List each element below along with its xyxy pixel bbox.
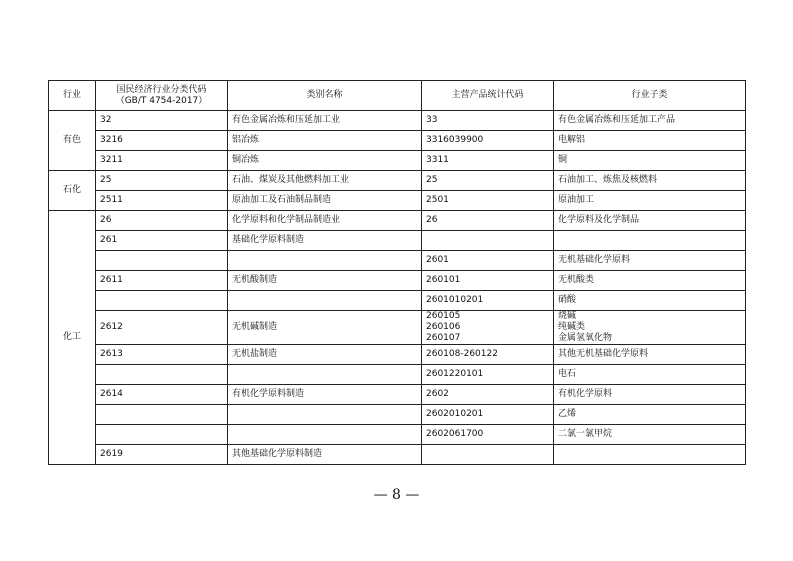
gb-code-cell [96, 425, 228, 445]
subcategory-cell: 无机基础化学原料 [554, 251, 746, 271]
table-row [49, 231, 746, 251]
table-row [49, 291, 746, 311]
industry-group-nonferrous: 有色 [49, 111, 96, 171]
table-row [49, 345, 746, 365]
product-code-line: 260107 [426, 333, 461, 343]
header-industry: 行业 [49, 81, 96, 111]
industry-group-chemical: 化工 [49, 211, 96, 465]
gb-code-cell [96, 405, 228, 425]
table-row [49, 445, 746, 465]
category-name-cell [228, 251, 422, 271]
category-name-cell: 石油、煤炭及其他燃料加工业 [228, 171, 422, 191]
category-name-cell: 有色金属冶炼和压延加工业 [228, 111, 422, 131]
product-code-cell: 3311 [422, 151, 554, 171]
subcategory-cell: 铜 [554, 151, 746, 171]
category-name-cell [228, 405, 422, 425]
gb-code-cell [96, 291, 228, 311]
page-number: — 8 — [373, 487, 420, 503]
product-code-cell: 26 [422, 211, 554, 231]
subcategory-cell: 化学原料及化学制品 [554, 211, 746, 231]
gb-code-cell: 26 [96, 211, 228, 231]
gb-code-cell: 3211 [96, 151, 228, 171]
category-name-cell: 无机盐制造 [228, 345, 422, 365]
subcategory-cell: 乙烯 [554, 405, 746, 425]
table-row [49, 425, 746, 445]
table-row [49, 131, 746, 151]
header-gb-code [96, 81, 228, 111]
subcategory-cell: 有色金属冶炼和压延加工产品 [554, 111, 746, 131]
subcategory-cell: 二氯一氯甲烷 [554, 425, 746, 445]
subcategory-cell: 有机化学原料 [554, 385, 746, 405]
subcategory-cell: 石油加工、炼焦及核燃料 [554, 171, 746, 191]
table-row [49, 211, 746, 231]
subcategory-cell [554, 445, 746, 465]
gb-code-cell: 2612 [96, 311, 228, 345]
gb-code-cell: 32 [96, 111, 228, 131]
category-name-cell: 基础化学原料制造 [228, 231, 422, 251]
gb-code-cell: 2511 [96, 191, 228, 211]
category-name-cell: 铝冶炼 [228, 131, 422, 151]
category-name-cell: 化学原料和化学制品制造业 [228, 211, 422, 231]
gb-code-cell: 2619 [96, 445, 228, 465]
product-code-cell: 2601010201 [422, 291, 554, 311]
subcategory-cell [554, 311, 746, 345]
table-row [49, 271, 746, 291]
product-code-cell: 2501 [422, 191, 554, 211]
subcategory-line: 金属氢氧化物 [558, 333, 613, 343]
subcategory-cell: 原油加工 [554, 191, 746, 211]
product-code-cell [422, 445, 554, 465]
gb-code-cell [96, 251, 228, 271]
header-gb-code-line2: （GB/T 4754-2017） [115, 95, 208, 106]
category-name-cell: 有机化学原料制造 [228, 385, 422, 405]
product-code-cell: 33 [422, 111, 554, 131]
category-name-cell: 其他基础化学原料制造 [228, 445, 422, 465]
product-code-cell [422, 231, 554, 251]
table-row [49, 405, 746, 425]
gb-code-cell: 261 [96, 231, 228, 251]
product-code-cell: 260108-260122 [422, 345, 554, 365]
header-category-name: 类别名称 [228, 81, 422, 111]
subcategory-cell [554, 231, 746, 251]
category-name-cell: 原油加工及石油制品制造 [228, 191, 422, 211]
table-row [49, 251, 746, 271]
product-code-cell: 2601 [422, 251, 554, 271]
subcategory-line: 纯碱类 [558, 322, 586, 332]
product-code-cell: 260101 [422, 271, 554, 291]
table-row [49, 385, 746, 405]
product-code-cell: 2602 [422, 385, 554, 405]
subcategory-cell: 无机酸类 [554, 271, 746, 291]
subcategory-cell: 硝酸 [554, 291, 746, 311]
category-name-cell [228, 365, 422, 385]
product-code-line: 260106 [426, 322, 461, 332]
product-code-cell: 25 [422, 171, 554, 191]
header-gb-code-line1: 国民经济行业分类代码 [116, 84, 207, 95]
gb-code-cell: 2614 [96, 385, 228, 405]
gb-code-cell [96, 365, 228, 385]
gb-code-cell: 2611 [96, 271, 228, 291]
industry-group-petrochemical: 石化 [49, 171, 96, 211]
industry-classification-table [48, 80, 746, 465]
product-code-line: 260105 [426, 311, 461, 321]
header-product-code: 主营产品统计代码 [422, 81, 554, 111]
subcategory-line: 烧碱 [558, 311, 577, 321]
category-name-cell [228, 425, 422, 445]
table-row [49, 111, 746, 131]
subcategory-cell: 其他无机基础化学原料 [554, 345, 746, 365]
category-name-cell: 无机酸制造 [228, 271, 422, 291]
product-code-cell: 2602061700 [422, 425, 554, 445]
table-row [49, 151, 746, 171]
category-name-cell [228, 291, 422, 311]
subcategory-cell: 电石 [554, 365, 746, 385]
table-row [49, 365, 746, 385]
header-subcategory: 行业子类 [554, 81, 746, 111]
product-code-cell [422, 311, 554, 345]
gb-code-cell: 25 [96, 171, 228, 191]
product-code-cell: 2602010201 [422, 405, 554, 425]
table-row [49, 171, 746, 191]
category-name-cell: 铜冶炼 [228, 151, 422, 171]
category-name-cell: 无机碱制造 [228, 311, 422, 345]
table-row [49, 191, 746, 211]
table-row [49, 311, 746, 345]
table-header-row [49, 81, 746, 111]
product-code-cell: 3316039900 [422, 131, 554, 151]
subcategory-cell: 电解铝 [554, 131, 746, 151]
gb-code-cell: 2613 [96, 345, 228, 365]
product-code-cell: 2601220101 [422, 365, 554, 385]
gb-code-cell: 3216 [96, 131, 228, 151]
